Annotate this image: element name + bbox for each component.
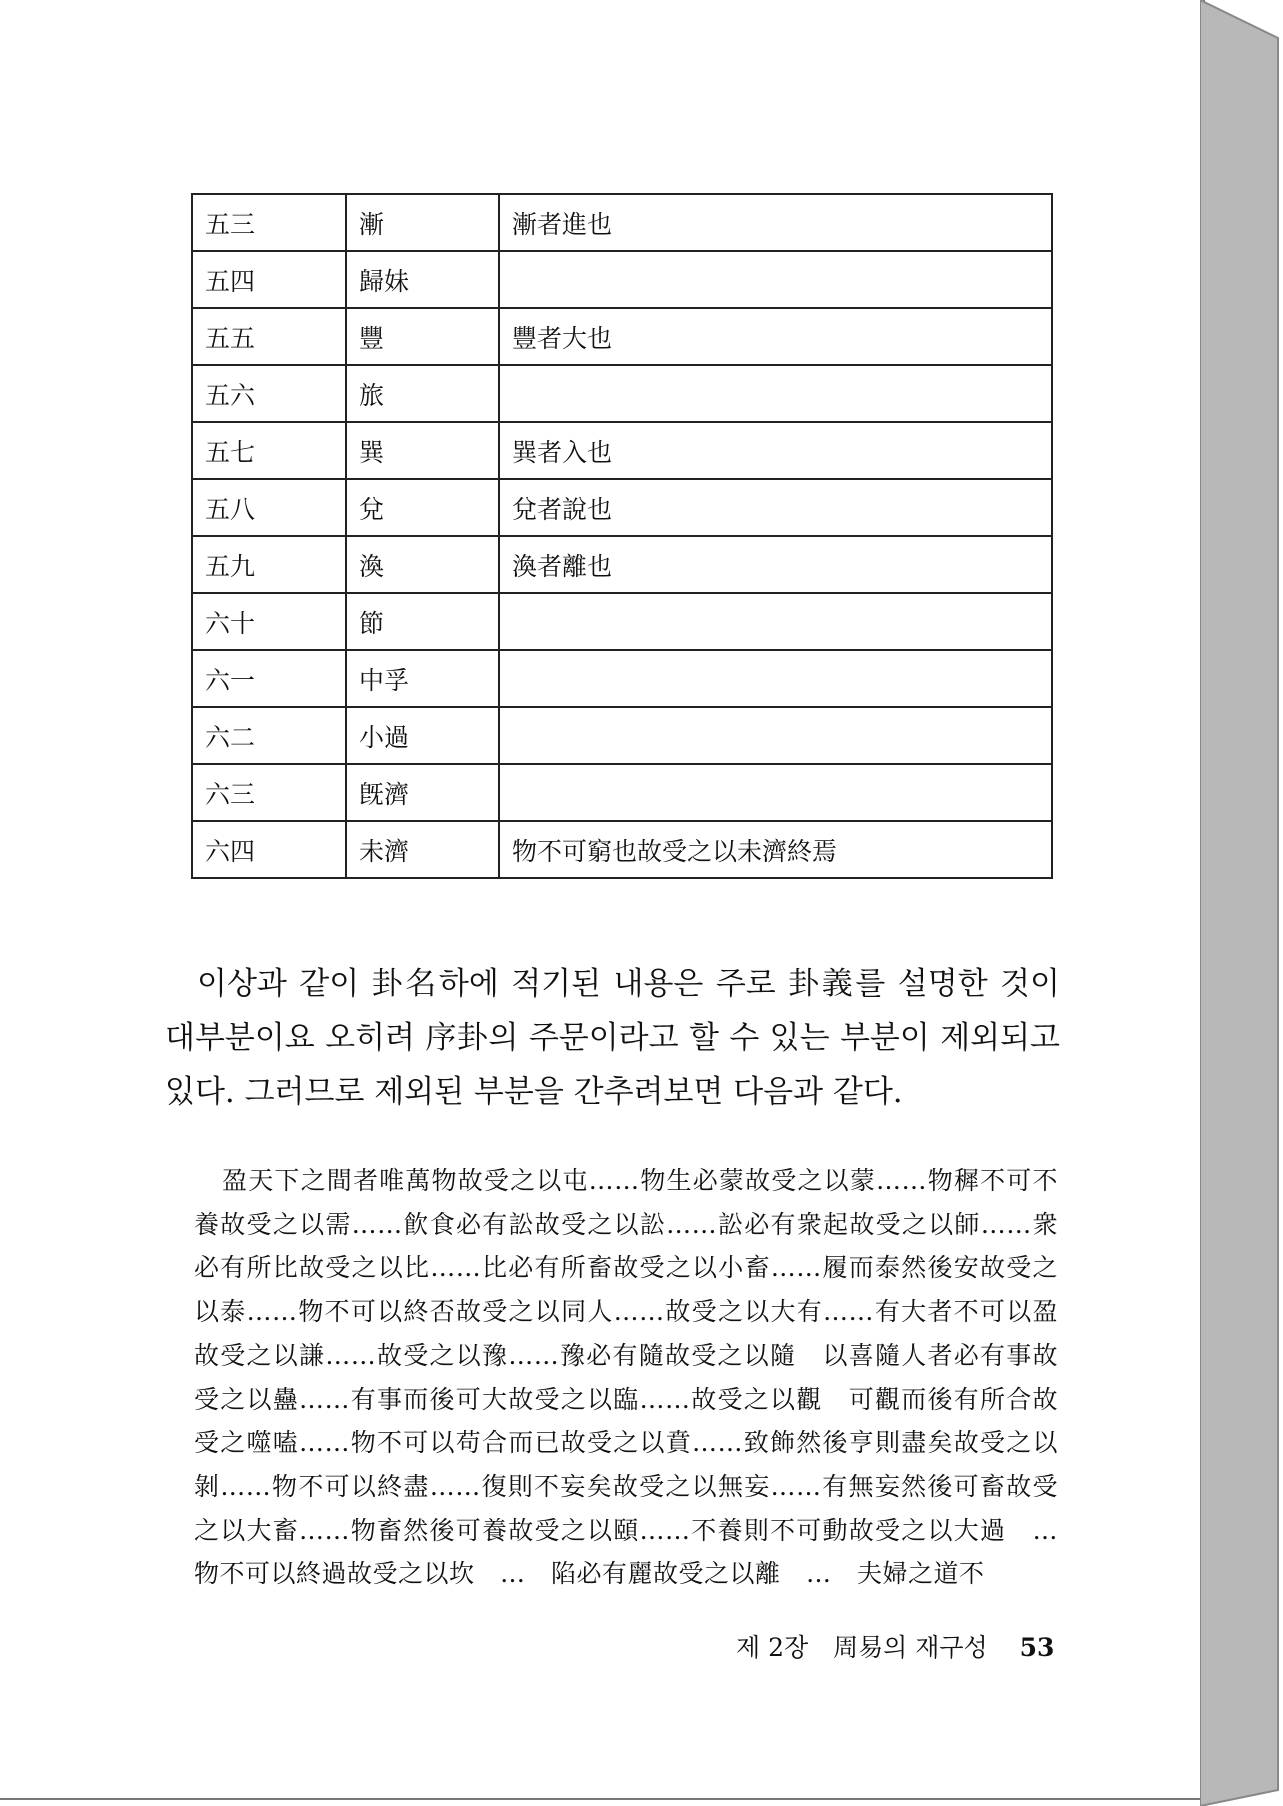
table-row — [192, 707, 1052, 764]
hexagram-number: 五九 — [192, 536, 346, 593]
table-row — [192, 194, 1052, 251]
quoted-text: 盈天下之間者唯萬物故受之以屯……物生必蒙故受之以蒙……物穉不可不養故受之以需……飮食必有訟故受之以訟……訟必有衆起故受之以師……衆必有所比故受之以比……比必有所畜故受之以小畜……履而泰然後安故受之以泰……物不可以終否故受之以同人……故受之以大有……有大者不可以盈故受之以謙……故受之以豫……豫必有隨故受之以隨 以喜隨人者必有事故受之以蠱……有事而後可大故受之以臨……故受之以觀 可觀而後有所合故受之噬嗑……物不可以苟合而已故受之以賁……致飾然後亨則盡矣故受之以剝……物不可以終盡……復則不妄矣故受之以無妄……有無妄然後可畜故受之以大畜……物畜然後可養故受之以頤……不養則不可動故受之以大過 … 物不可以終過故受之以坎 … 陷必有麗故受之以離 … 夫婦之道不 — [194, 1166, 1084, 1589]
chapter-title: 제 2장 周易의 재구성 — [736, 1633, 988, 1662]
table-row — [192, 479, 1052, 536]
hexagram-number: 五三 — [192, 194, 346, 251]
hexagram-meaning — [499, 365, 1052, 422]
table-row — [192, 821, 1052, 878]
hexagram-name: 旣濟 — [346, 764, 499, 821]
page-stack-edge — [1200, 0, 1280, 1806]
page-number: 53 — [1019, 1633, 1055, 1662]
hexagram-number: 五八 — [192, 479, 346, 536]
hexagram-number: 六三 — [192, 764, 346, 821]
hexagram-meaning — [499, 764, 1052, 821]
hexagram-name: 節 — [346, 593, 499, 650]
hexagram-number: 五六 — [192, 365, 346, 422]
hexagram-name: 歸妹 — [346, 251, 499, 308]
hexagram-name: 旅 — [346, 365, 499, 422]
hexagram-meaning: 物不可窮也故受之以未濟終焉 — [499, 821, 1052, 878]
hexagram-meaning — [499, 707, 1052, 764]
table-row — [192, 251, 1052, 308]
hexagram-meaning: 豐者大也 — [499, 308, 1052, 365]
hexagram-number: 六二 — [192, 707, 346, 764]
hexagram-meaning: 漸者進也 — [499, 194, 1052, 251]
table-row — [192, 308, 1052, 365]
hexagram-name: 兌 — [346, 479, 499, 536]
body-paragraph: 이상과 같이 卦名하에 적기된 내용은 주로 卦義를 설명한 것이 대부분이요 오히려 序卦의 주문이라고 할 수 있는 부분이 제외되고 있다. 그러므로 제외된 부분을 간추려보면 다음과 같다. — [165, 966, 1060, 1110]
hexagram-number: 六四 — [192, 821, 346, 878]
hexagram-name: 渙 — [346, 536, 499, 593]
table-row — [192, 365, 1052, 422]
hexagram-number: 五四 — [192, 251, 346, 308]
table-row — [192, 764, 1052, 821]
hexagram-name: 中孚 — [346, 650, 499, 707]
table-row — [192, 650, 1052, 707]
hexagram-number: 六一 — [192, 650, 346, 707]
hexagram-meaning: 巽者入也 — [499, 422, 1052, 479]
page-footer — [736, 1628, 1054, 1664]
hexagram-table — [191, 193, 1053, 879]
hexagram-number: 五五 — [192, 308, 346, 365]
table-row — [192, 536, 1052, 593]
hexagram-number: 六十 — [192, 593, 346, 650]
hexagram-meaning — [499, 650, 1052, 707]
hexagram-name: 巽 — [346, 422, 499, 479]
hexagram-meaning — [499, 251, 1052, 308]
hexagram-name: 豐 — [346, 308, 499, 365]
table-row — [192, 593, 1052, 650]
hexagram-meaning — [499, 593, 1052, 650]
hexagram-name: 小過 — [346, 707, 499, 764]
hexagram-name: 未濟 — [346, 821, 499, 878]
hexagram-name: 漸 — [346, 194, 499, 251]
table-row — [192, 422, 1052, 479]
hexagram-meaning: 兌者說也 — [499, 479, 1052, 536]
hexagram-meaning: 渙者離也 — [499, 536, 1052, 593]
hexagram-number: 五七 — [192, 422, 346, 479]
